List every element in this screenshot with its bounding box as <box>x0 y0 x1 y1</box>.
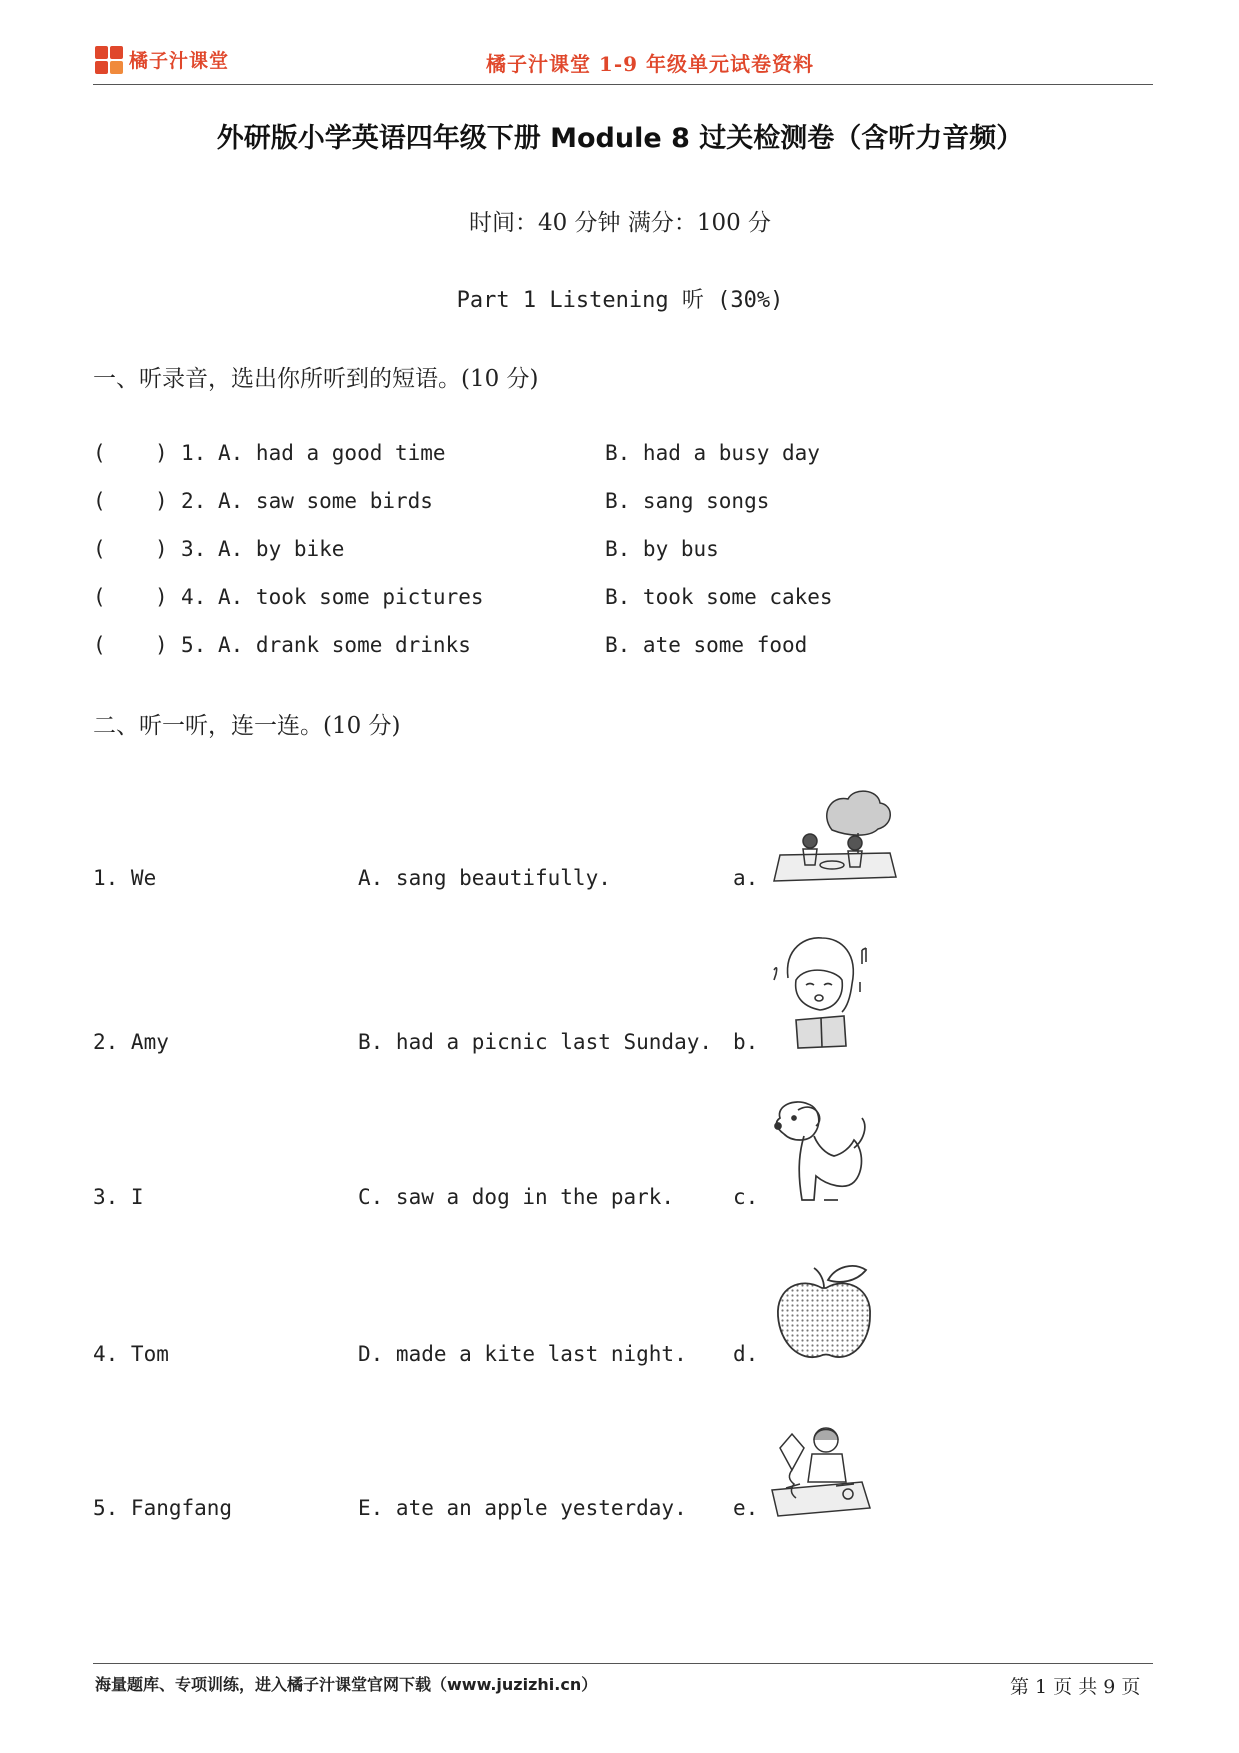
section-2-heading: 二、听一听，连一连。(10 分) <box>93 713 401 739</box>
option-a: A. had a good time <box>218 441 446 465</box>
answer-paren-open: ( <box>93 633 106 657</box>
document-title: 外研版小学英语四年级下册 Module 8 过关检测卷（含听力音频） <box>216 123 1024 154</box>
answer-paren-close: ) <box>155 537 168 561</box>
header-divider <box>93 84 1153 85</box>
apple-icon <box>770 1258 880 1366</box>
match-subject: 5. Fangfang <box>93 1496 233 1520</box>
girl-singing-icon <box>766 930 876 1050</box>
girl-making-kite-icon <box>766 1420 876 1520</box>
footer-divider <box>93 1663 1153 1664</box>
question-row <box>93 441 993 473</box>
question-row <box>93 585 993 617</box>
option-a: A. by bike <box>218 537 345 561</box>
header-title: 橘子汁课堂 1-9 年级单元试卷资料 <box>485 52 815 76</box>
logo-squares-icon <box>95 46 125 76</box>
brand-logo <box>95 44 275 80</box>
match-row <box>93 866 1093 906</box>
question-number: 4. <box>181 585 207 609</box>
option-b: B. by bus <box>605 537 719 561</box>
page-number: 第 1 页 共 9 页 <box>1010 1676 1141 1698</box>
option-a: A. saw some birds <box>218 489 433 513</box>
match-predicate: B. had a picnic last Sunday. <box>358 1030 713 1054</box>
option-b: B. had a busy day <box>605 441 820 465</box>
question-row <box>93 633 993 665</box>
brand-name: 橘子汁课堂 <box>129 50 230 72</box>
option-a: A. took some pictures <box>218 585 484 609</box>
option-b: B. sang songs <box>605 489 770 513</box>
exam-meta: 时间：40 分钟 满分：100 分 <box>468 210 772 236</box>
option-a: A. drank some drinks <box>218 633 471 657</box>
footer-promo: 海量题库、专项训练，进入橘子汁课堂官网下载（www.juzizhi.cn） <box>95 1675 598 1694</box>
question-number: 1. <box>181 441 207 465</box>
question-number: 5. <box>181 633 207 657</box>
answer-paren-open: ( <box>93 441 106 465</box>
option-b: B. ate some food <box>605 633 808 657</box>
picture-label: c. <box>733 1185 759 1209</box>
match-predicate: D. made a kite last night. <box>358 1342 687 1366</box>
picture-label: d. <box>733 1342 759 1366</box>
picture-label: b. <box>733 1030 759 1054</box>
picnic-icon <box>770 785 900 885</box>
question-number: 2. <box>181 489 207 513</box>
match-row <box>93 1185 1093 1225</box>
match-subject: 3. I <box>93 1185 144 1209</box>
match-subject: 1. We <box>93 866 157 890</box>
question-number: 3. <box>181 537 207 561</box>
match-predicate: A. sang beautifully. <box>358 866 611 890</box>
question-row <box>93 489 993 521</box>
part-heading: Part 1 Listening 听 (30%) <box>456 288 784 313</box>
match-predicate: C. saw a dog in the park. <box>358 1185 675 1209</box>
match-subject: 4. Tom <box>93 1342 169 1366</box>
answer-paren-open: ( <box>93 585 106 609</box>
answer-paren-close: ) <box>155 489 168 513</box>
match-predicate: E. ate an apple yesterday. <box>358 1496 687 1520</box>
match-row <box>93 1030 1093 1070</box>
answer-paren-close: ) <box>155 585 168 609</box>
dog-icon <box>768 1096 873 1206</box>
section-1-heading: 一、听录音，选出你所听到的短语。(10 分) <box>93 366 539 392</box>
option-b: B. took some cakes <box>605 585 833 609</box>
picture-label: a. <box>733 866 759 890</box>
answer-paren-open: ( <box>93 489 106 513</box>
match-subject: 2. Amy <box>93 1030 169 1054</box>
question-row <box>93 537 993 569</box>
picture-label: e. <box>733 1496 759 1520</box>
match-row <box>93 1342 1093 1382</box>
match-row <box>93 1496 1093 1536</box>
answer-paren-close: ) <box>155 633 168 657</box>
answer-paren-close: ) <box>155 441 168 465</box>
answer-paren-open: ( <box>93 537 106 561</box>
